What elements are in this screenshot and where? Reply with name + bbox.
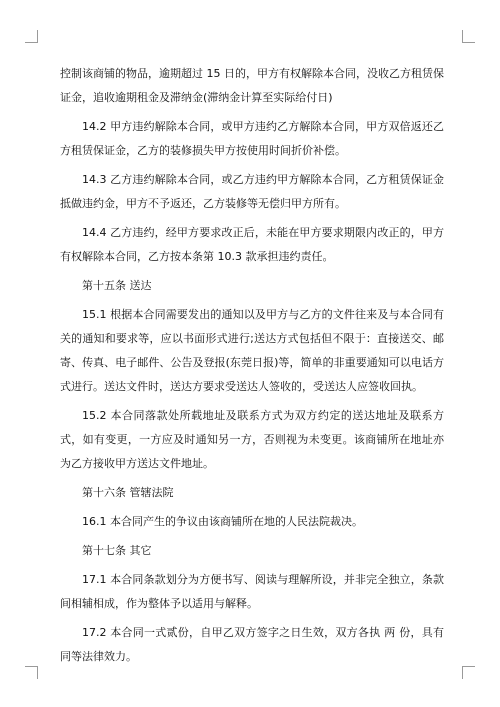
clause-14-3: 14.3 乙方违约解除本合同，或乙方违约甲方解除本合同，乙方租赁保证金抵做违约金，甲方不予返还，乙方装修等无偿归甲方所有。 <box>60 173 444 210</box>
clause-14-2: 14.2 甲方违约解除本合同，或甲方违约乙方解除本合同，甲方双倍返还乙方租赁保证金，乙方的装修损失甲方按使用时间折价补偿。 <box>60 120 444 157</box>
crop-mark-top-right <box>462 30 475 43</box>
crop-mark-top-left <box>25 30 38 43</box>
clause-15-2: 15.2 本合同落款处所载地址及联系方式为双方约定的送达地址及联系方式，如有变更，一方应及时通知另一方，否则视为未变更。该商铺所在地址亦为乙方接收甲方送达文件地址。 <box>60 409 444 470</box>
crop-mark-bottom-left <box>25 666 38 679</box>
article-17-heading: 第十七条 其它 <box>82 544 152 557</box>
clause-17-1: 17.1 本合同条款划分为方便书写、阅读与理解所设，并非完全独立，条款间相辅相成，作为整体予以适用与解释。 <box>60 573 444 610</box>
clause-16-1: 16.1 本合同产生的争议由该商铺所在地的人民法院裁决。 <box>82 515 363 528</box>
article-16-heading: 第十六条 管辖法院 <box>82 486 174 499</box>
clause-14-4: 14.4 乙方违约，经甲方要求改正后，未能在甲方要求期限内改正的，甲方有权解除本合同，乙方按本条第 10.3 款承担违约责任。 <box>60 226 444 263</box>
clause-15-1: 15.1 根据本合同需要发出的通知以及甲方与乙方的文件往来及与本合同有关的通知和要求等，应以书面形式进行;送达方式包括但不限于：直接送交、邮寄、传真、电子邮件、公告及登报(东莞日报)等，简单的非重要通知可以电话方式进行。送达文件时，送达方要求受送达人签收的，受送达人应签收回执。 <box>60 308 444 393</box>
document-body <box>60 62 444 674</box>
crop-mark-bottom-right <box>462 666 475 679</box>
article-15-heading: 第十五条 送达 <box>82 279 152 292</box>
paragraph-continuation: 控制该商铺的物品，逾期超过 15 日的，甲方有权解除本合同，没收乙方租赁保证金，追收逾期租金及滞纳金(滞纳金计算至实际给付日) <box>60 67 444 104</box>
clause-17-2: 17.2 本合同一式贰份，自甲乙双方签字之日生效，双方各执 两 份，具有同等法律效力。 <box>60 626 444 663</box>
